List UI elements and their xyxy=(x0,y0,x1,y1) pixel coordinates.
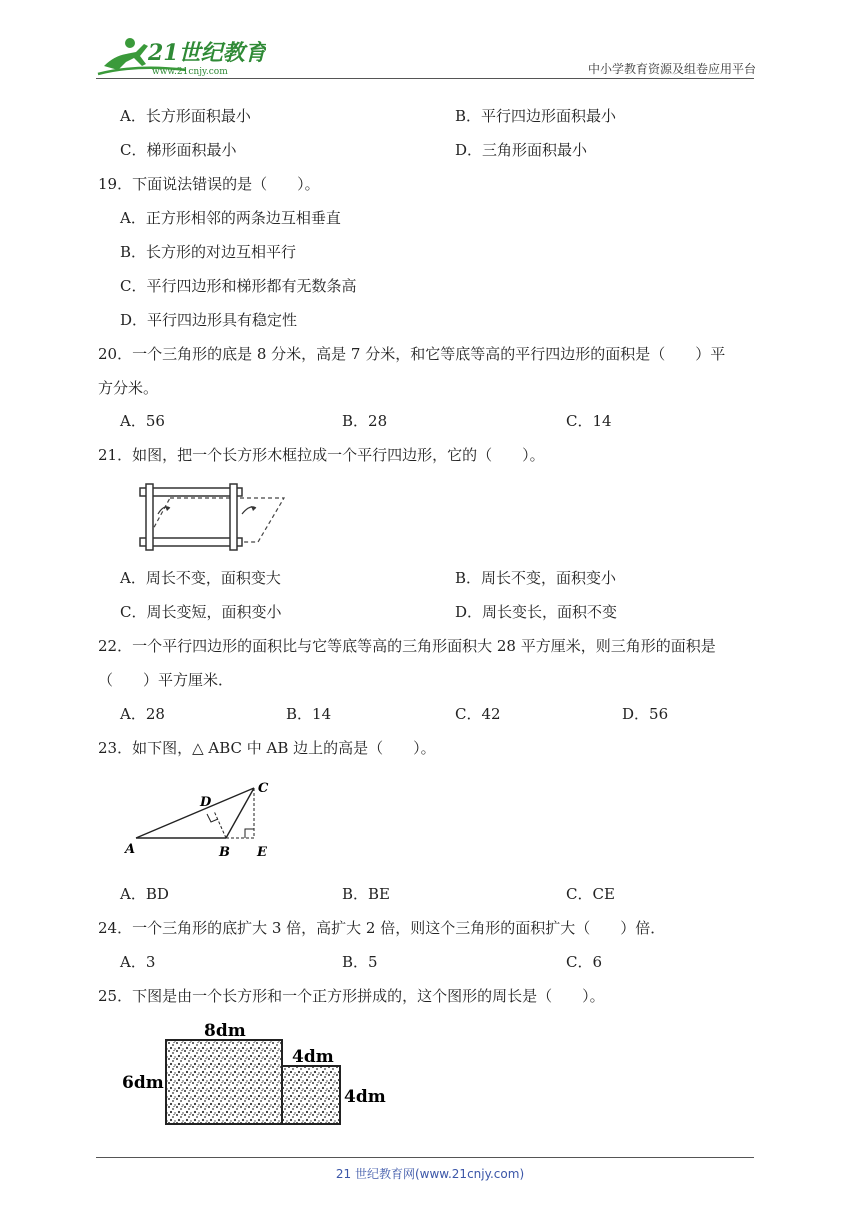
q19-stem: 19．下面说法错误的是（ ）。 xyxy=(98,175,320,193)
q23-stem: 23．如下图，△ ABC 中 AB 边上的高是（ ）。 xyxy=(98,739,436,757)
q18-option-d: D．三角形面积最小 xyxy=(455,141,588,159)
q22-option-c: C．42 xyxy=(455,705,501,723)
q19-option-b: B．长方形的对边互相平行 xyxy=(120,243,297,261)
q24-option-b: B．5 xyxy=(342,953,378,971)
q25-composite-figure xyxy=(120,1018,390,1134)
side-ac xyxy=(136,788,254,838)
q22-option-a: A．28 xyxy=(120,705,165,723)
q20-stem-line1: 20．一个三角形的底是 8 分米，高是 7 分米，和它等底等高的平行四边形的面积是（ ）平 xyxy=(98,345,726,363)
q21-option-a: A．周长不变，面积变大 xyxy=(120,569,281,587)
q21-option-d: D．周长变长，面积不变 xyxy=(455,603,618,621)
header-divider xyxy=(96,78,754,79)
q24-stem: 24．一个三角形的底扩大 3 倍，高扩大 2 倍，则这个三角形的面积扩大（ ）倍． xyxy=(98,919,666,937)
label-e: E xyxy=(257,845,267,860)
label-square-top-4dm: 4dm xyxy=(292,1047,334,1067)
q21-option-b: B．周长不变，面积变小 xyxy=(455,569,617,587)
right-angle-mark-d xyxy=(207,814,218,822)
side-bc xyxy=(226,788,254,838)
q22-option-b: B．14 xyxy=(286,705,332,723)
height-bd xyxy=(214,811,226,838)
runner-logo-icon xyxy=(96,34,266,80)
q19-option-d: D．平行四边形具有稳定性 xyxy=(120,311,298,329)
q24-option-c: C．6 xyxy=(566,953,603,971)
q25-stem: 25．下图是由一个长方形和一个正方形拼成的，这个图形的周长是（ ）。 xyxy=(98,987,605,1005)
q22-option-d: D．56 xyxy=(622,705,669,723)
q19-option-a: A．正方形相邻的两条边互相垂直 xyxy=(120,209,341,227)
square-shape xyxy=(282,1066,340,1124)
label-a: A xyxy=(125,842,136,857)
q18-option-b: B．平行四边形面积最小 xyxy=(455,107,617,125)
q23-option-a: A．BD xyxy=(120,885,169,903)
q23-triangle-figure xyxy=(120,778,280,866)
q21-frame-figure xyxy=(138,480,288,556)
logo-main-text: 21世纪教育 xyxy=(148,40,266,66)
frame-left-bar xyxy=(146,484,153,550)
label-b: B xyxy=(219,845,230,860)
logo-sub-text: www.21cnjy.com xyxy=(152,67,228,77)
q20-stem-line2: 方分米。 xyxy=(98,379,159,397)
footer-divider xyxy=(96,1157,754,1158)
label-right-4dm: 4dm xyxy=(344,1087,386,1107)
q18-option-c: C．梯形面积最小 xyxy=(120,141,237,159)
q22-stem-line1: 22．一个平行四边形的面积比与它等底等高的三角形面积大 28 平方厘米，则三角形的面积是 xyxy=(98,637,716,655)
site-logo xyxy=(96,34,266,80)
footer-text[interactable]: 21 世纪教育网(www.21cnjy.com) xyxy=(335,1167,525,1181)
q20-option-c: C．14 xyxy=(566,412,612,430)
q20-option-a: A．56 xyxy=(120,412,165,430)
q18-option-a: A．长方形面积最小 xyxy=(120,107,251,125)
label-top-8dm: 8dm xyxy=(204,1021,246,1041)
q22-stem-line2: （ ）平方厘米． xyxy=(98,671,234,689)
q20-option-b: B．28 xyxy=(342,412,388,430)
parallelogram-dashed-shape xyxy=(146,498,284,542)
label-left-6dm: 6dm xyxy=(122,1073,164,1093)
q24-option-a: A．3 xyxy=(120,953,156,971)
right-angle-mark-e xyxy=(245,829,254,838)
q23-option-c: C．CE xyxy=(566,885,615,903)
rectangle-shape xyxy=(166,1040,282,1124)
label-d: D xyxy=(200,795,212,810)
label-c: C xyxy=(258,781,269,796)
q23-option-b: B．BE xyxy=(342,885,390,903)
frame-top-bar xyxy=(140,488,242,496)
q19-option-c: C．平行四边形和梯形都有无数条高 xyxy=(120,277,357,295)
q21-stem: 21．如图，把一个长方形木框拉成一个平行四边形，它的（ ）。 xyxy=(98,446,545,464)
frame-bottom-bar xyxy=(140,538,242,546)
frame-right-bar xyxy=(230,484,237,550)
header-platform-text: 中小学教育资源及组卷应用平台 xyxy=(587,62,756,76)
q21-option-c: C．周长变短，面积变小 xyxy=(120,603,282,621)
